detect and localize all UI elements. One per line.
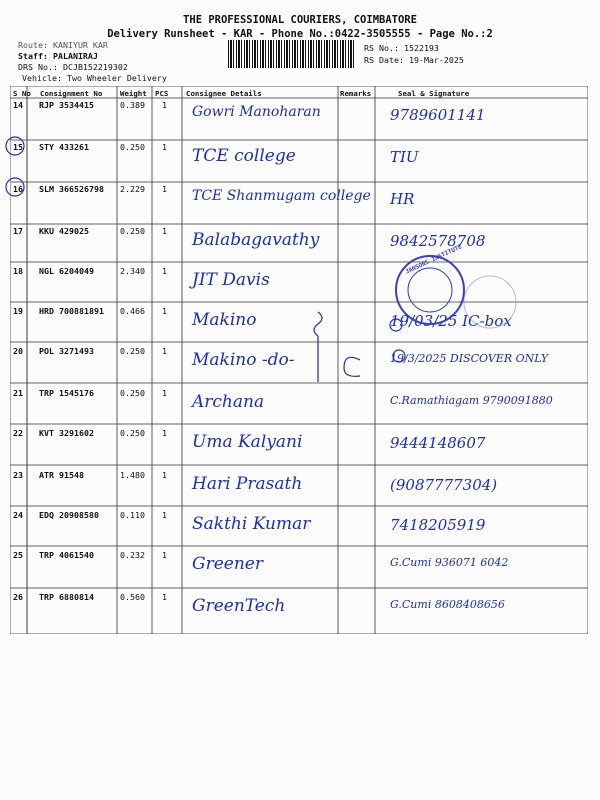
- row-pcs: 1: [162, 550, 167, 560]
- row-pcs: 1: [162, 142, 167, 152]
- row-consignee-handwriting: Greener: [192, 554, 263, 574]
- row-weight: 0.250: [120, 388, 145, 398]
- row-consignee-handwriting: Sakthi Kumar: [192, 514, 311, 534]
- row-consignee-handwriting: JIT Davis: [192, 270, 270, 290]
- row-sno: 22: [13, 428, 23, 438]
- rs-number: RS No.: 1522193: [364, 43, 439, 53]
- row-consignee-handwriting: Balabagavathy: [192, 230, 320, 250]
- row-pcs: 1: [162, 510, 167, 520]
- row-pcs: 1: [162, 592, 167, 602]
- bracket-mark: [314, 312, 322, 382]
- row-sno: 15: [13, 142, 23, 152]
- row-weight: 0.560: [120, 592, 145, 602]
- row-signature-handwriting: 9444148607: [390, 434, 486, 452]
- rs-date: RS Date: 19-Mar-2025: [364, 55, 464, 65]
- vehicle-label: Vehicle: Two Wheeler Delivery: [22, 73, 167, 83]
- row-pcs: 1: [162, 306, 167, 316]
- drs-number: DRS No.: DCJB152219302: [18, 62, 128, 72]
- row-consignee-handwriting: Makino: [192, 310, 257, 330]
- row-consignee-handwriting: Uma Kalyani: [192, 432, 303, 452]
- row-sno: 24: [13, 510, 23, 520]
- row-sno: 25: [13, 550, 23, 560]
- row-consignment: TRP 6880814: [39, 592, 94, 602]
- row-consignment: KVT 3291602: [39, 428, 94, 438]
- row-signature-handwriting: HR: [390, 190, 415, 208]
- row-sno: 18: [13, 266, 23, 276]
- row-weight: 0.250: [120, 346, 145, 356]
- row-signature-handwriting: 7418205919: [390, 516, 486, 534]
- row-signature-handwriting: 19/3/2025 DISCOVER ONLY: [390, 352, 549, 365]
- row-pcs: 1: [162, 266, 167, 276]
- row-pcs: 1: [162, 346, 167, 356]
- row-consignment: TRP 4061540: [39, 550, 94, 560]
- row-signature-handwriting: 9789601141: [390, 106, 486, 124]
- row-sno: 17: [13, 226, 23, 236]
- row-sno: 19: [13, 306, 23, 316]
- row-pcs: 1: [162, 184, 167, 194]
- row-sno: 14: [13, 100, 23, 110]
- row-consignment: ATR 91548: [39, 470, 84, 480]
- row-weight: 2.340: [120, 266, 145, 276]
- runsheet-title: Delivery Runsheet - KAR - Phone No.:0422-3505555 - Page No.:2: [107, 28, 493, 40]
- row-consignee-handwriting: Gowri Manoharan: [192, 104, 321, 120]
- row-weight: 0.250: [120, 226, 145, 236]
- col-seal: Seal & Signature: [398, 89, 470, 98]
- row-pcs: 1: [162, 388, 167, 398]
- col-consignee: Consignee Details: [186, 89, 262, 98]
- col-weight: Weight: [120, 89, 147, 98]
- row-signature-handwriting: 19/03/25 IC-box: [390, 312, 512, 330]
- row-weight: 1.480: [120, 470, 145, 480]
- company-title: THE PROFESSIONAL COURIERS, COIMBATORE: [183, 14, 417, 26]
- row-sno: 16: [13, 184, 23, 194]
- row-weight: 0.250: [120, 428, 145, 438]
- staff-label: Staff: PALANIRAJ: [18, 51, 98, 61]
- row-signature-handwriting: C.Ramathiagam 9790091880: [390, 394, 553, 407]
- row-weight: 0.232: [120, 550, 145, 560]
- row-pcs: 1: [162, 470, 167, 480]
- row-consignment: EDQ 20908580: [39, 510, 99, 520]
- row-consignment: TRP 1545176: [39, 388, 94, 398]
- row-weight: 0.250: [120, 142, 145, 152]
- row-consignment: HRD 700881891: [39, 306, 104, 316]
- row-consignee-handwriting: Archana: [192, 392, 265, 412]
- route-label: Route: KANIYUR KAR: [18, 40, 108, 50]
- row-consignment: STY 433261: [39, 142, 89, 152]
- row-consignee-handwriting: TCE Shanmugam college: [192, 188, 371, 204]
- row-signature-handwriting: 9842578708: [390, 232, 486, 250]
- row-weight: 0.110: [120, 510, 145, 520]
- row-signature-handwriting: G.Cumi 8608408656: [390, 598, 505, 611]
- row-consignment: POL 3271493: [39, 346, 94, 356]
- row-weight: 0.466: [120, 306, 145, 316]
- row-consignment: SLM 366526798: [39, 184, 104, 194]
- row-consignee-handwriting: TCE college: [192, 146, 296, 166]
- row-sno: 26: [13, 592, 23, 602]
- row-consignee-handwriting: Hari Prasath: [192, 474, 303, 494]
- circle-mark-15: [6, 137, 24, 155]
- row-weight: 0.389: [120, 100, 145, 110]
- row-weight: 2.229: [120, 184, 145, 194]
- row-consignment: NGL 6204049: [39, 266, 94, 276]
- col-remarks: Remarks: [340, 89, 372, 98]
- col-pcs: PCS: [155, 89, 169, 98]
- row-signature-handwriting: (9087777304): [390, 476, 498, 494]
- row-consignee-handwriting: Makino -do-: [192, 350, 295, 370]
- circle-mark-16: [6, 178, 24, 196]
- col-consignment: Consignment No: [40, 89, 103, 98]
- row-sno: 21: [13, 388, 23, 398]
- arrow-mark: [344, 357, 360, 376]
- row-sno: 20: [13, 346, 23, 356]
- row-pcs: 1: [162, 428, 167, 438]
- col-sno: S No: [13, 89, 31, 98]
- row-pcs: 1: [162, 100, 167, 110]
- row-sno: 23: [13, 470, 23, 480]
- stamp-text: JANSONS INSTITUTE: [404, 243, 464, 276]
- row-consignee-handwriting: GreenTech: [192, 596, 286, 616]
- row-consignment: RJP 3534415: [39, 100, 94, 110]
- row-signature-handwriting: G.Cumi 936071 6042: [390, 556, 509, 569]
- row-pcs: 1: [162, 226, 167, 236]
- row-signature-handwriting: TIU: [390, 148, 419, 166]
- row-consignment: KKU 429025: [39, 226, 89, 236]
